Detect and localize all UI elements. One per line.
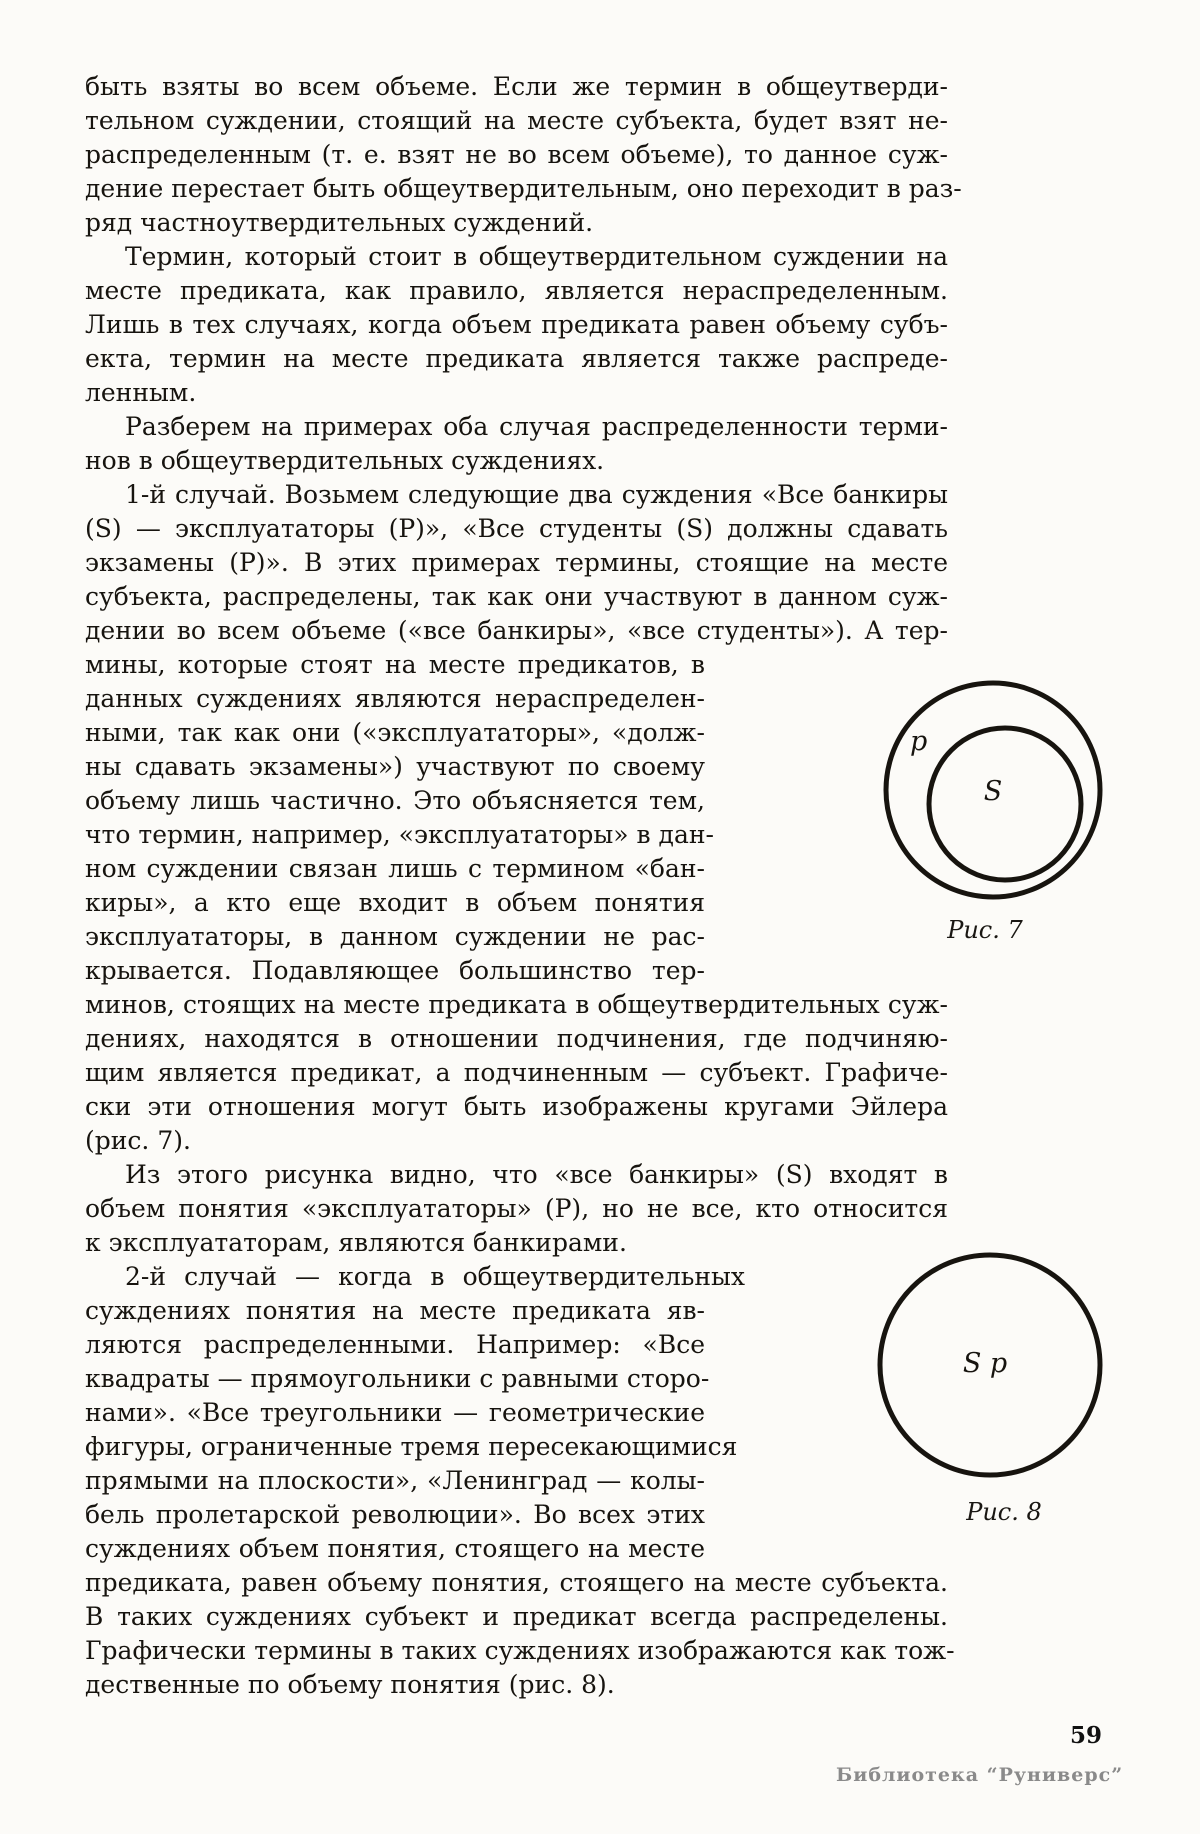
text-line: ном суждении связан лишь с термином «бан- — [85, 854, 705, 883]
text-line: нов в общеутвердительных суждениях. — [85, 446, 605, 475]
text-line: дение перестает быть общеутвердительным, оно переходит в раз- — [85, 174, 962, 203]
text-line: щим является предикат, а подчиненным — субъект. Графиче- — [85, 1058, 948, 1087]
library-watermark: Библиотека “Руниверс” — [836, 1764, 1124, 1786]
text-line: минов, стоящих на месте предиката в общеутвердительных суж- — [85, 990, 948, 1019]
text-line: дении во всем объеме («все банкиры», «все студенты»). А тер- — [85, 616, 948, 645]
text-line: Лишь в тех случаях, когда объем предиката равен объему субъ- — [85, 310, 948, 339]
text-line: экзамены (P)». В этих примерах термины, стоящие на месте — [85, 548, 948, 577]
outer-circle-label: p — [910, 726, 928, 757]
text-line: ски эти отношения могут быть изображены кругами Эйлера — [85, 1092, 948, 1121]
figure-7-caption: Рис. 7 — [947, 916, 1023, 944]
text-line: нами». «Все треугольники — геометрические — [85, 1398, 705, 1427]
figure-8-caption: Рис. 8 — [966, 1498, 1042, 1526]
figure-euler-7 — [855, 668, 1115, 944]
text-line: суждениях понятия на месте предиката яв- — [85, 1296, 705, 1325]
text-line: 1-й случай. Возьмем следующие два суждения «Все банкиры — [125, 480, 948, 509]
text-line: данных суждениях являются нераспределен- — [85, 684, 705, 713]
text-line: быть взяты во всем объеме. Если же термин в общеутверди- — [85, 72, 948, 101]
text-line: Разберем на примерах оба случая распределенности терми- — [125, 412, 948, 441]
text-line: распределенным (т. е. взят не во всем объеме), то данное суж- — [85, 140, 948, 169]
text-line: прямыми на плоскости», «Ленинград — колы- — [85, 1466, 705, 1495]
text-line: фигуры, ограниченные тремя пересекающимися — [85, 1432, 738, 1461]
text-line: дениях, находятся в отношении подчинения, где подчиняю- — [85, 1024, 948, 1053]
text-line: Из этого рисунка видно, что «все банкиры» (S) входят в — [125, 1160, 948, 1189]
text-line: крывается. Подавляющее большинство тер- — [85, 956, 705, 985]
text-line: ленным. — [85, 378, 197, 407]
text-line: (рис. 7). — [85, 1126, 191, 1155]
text-line: ны сдавать экзамены») участвуют по своему — [85, 752, 705, 781]
figure-euler-8 — [865, 1240, 1115, 1526]
text-line: квадраты — прямоугольники с равными сторо- — [85, 1364, 710, 1393]
inner-circle-s — [929, 728, 1081, 880]
text-line: субъекта, распределены, так как они участвуют в данном суж- — [85, 582, 948, 611]
text-line: дественные по объему понятия (рис. 8). — [85, 1670, 615, 1699]
text-line: Термин, который стоит в общеутвердительном суждении на — [125, 242, 948, 271]
text-line: суждениях объем понятия, стоящего на месте — [85, 1534, 705, 1563]
text-line: Графически термины в таких суждениях изображаются как тож- — [85, 1636, 955, 1665]
text-line: мины, которые стоят на месте предикатов, в — [85, 650, 705, 679]
euler-diagram-7-svg — [855, 668, 1115, 908]
euler-diagram-8-svg — [865, 1240, 1115, 1490]
text-line: ляются распределенными. Например: «Все — [85, 1330, 705, 1359]
text-line: объему лишь частично. Это объясняется тем, — [85, 786, 705, 815]
text-line: 2-й случай — когда в общеутвердительных — [125, 1262, 745, 1291]
text-line: эксплуататоры, в данном суждении не рас- — [85, 922, 705, 951]
text-line: екта, термин на месте предиката является также распреде- — [85, 344, 948, 373]
text-line: месте предиката, как правило, является нераспределенным. — [85, 276, 948, 305]
text-line: объем понятия «эксплуататоры» (P), но не все, кто относится — [85, 1194, 948, 1223]
text-line: (S) — эксплуататоры (P)», «Все студенты (S) должны сдавать — [85, 514, 948, 543]
text-line: киры», а кто еще входит в объем понятия — [85, 888, 705, 917]
inner-circle-label: S — [983, 776, 1003, 807]
text-line: бель пролетарской революции». Во всех этих — [85, 1500, 705, 1529]
text-line: что термин, например, «эксплуататоры» в дан- — [85, 820, 714, 849]
text-line: тельном суждении, стоящий на месте субъекта, будет взят не- — [85, 106, 948, 135]
identity-circle-label: S p — [962, 1348, 1008, 1379]
text-line: предиката, равен объему понятия, стоящего на месте субъекта. — [85, 1568, 948, 1597]
text-line: к эксплуататорам, являются банкирами. — [85, 1228, 627, 1257]
text-line: ными, так как они («эксплуататоры», «долж- — [85, 718, 705, 747]
text-column — [85, 70, 962, 1702]
text-line: ряд частноутвердительных суждений. — [85, 208, 594, 237]
text-line: В таких суждениях субъект и предикат всегда распределены. — [85, 1602, 948, 1631]
page-number: 59 — [1070, 1722, 1103, 1749]
